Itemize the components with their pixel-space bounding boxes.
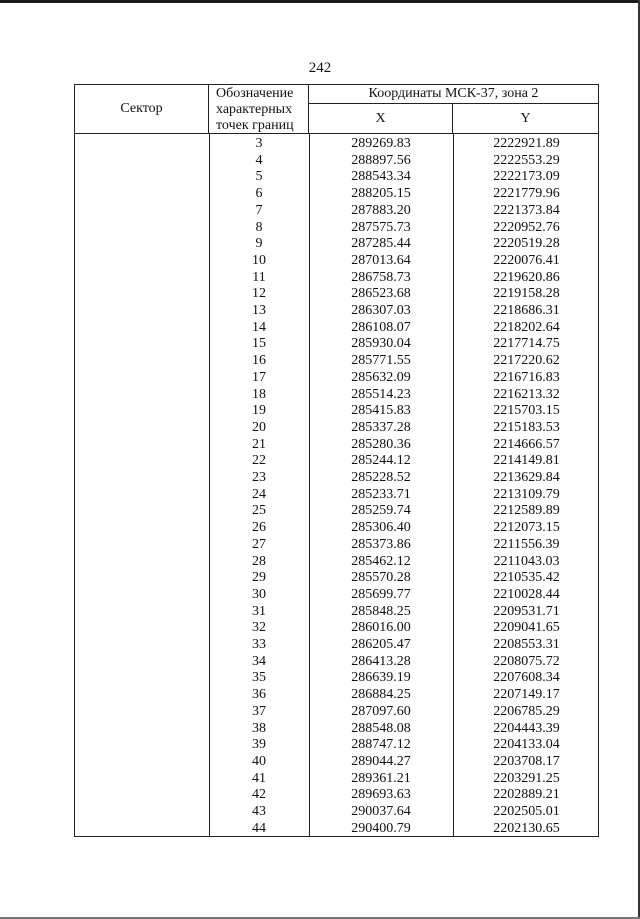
coord-y: 2219158.28 xyxy=(493,286,560,302)
point-number: 36 xyxy=(252,687,266,703)
point-number: 39 xyxy=(252,737,266,753)
table-row xyxy=(75,687,600,704)
point-number: 31 xyxy=(252,603,266,619)
coord-x: 285228.52 xyxy=(351,470,411,485)
table-row xyxy=(75,286,600,303)
coord-x: 288548.08 xyxy=(351,720,411,736)
point-number: 4 xyxy=(255,152,263,168)
coord-y: 2222553.29 xyxy=(493,152,560,168)
table-header xyxy=(74,84,599,134)
coord-x: 286205.47 xyxy=(351,637,411,652)
coord-y: 2203708.17 xyxy=(493,753,560,769)
table-row xyxy=(75,153,600,170)
coord-y: 2211043.03 xyxy=(493,553,560,569)
coord-x: 288543.34 xyxy=(351,169,411,185)
point-number: 18 xyxy=(252,386,266,402)
point-number: 40 xyxy=(252,753,266,769)
coord-x: 286413.28 xyxy=(351,653,411,669)
coord-x: 286758.73 xyxy=(351,269,411,285)
point-number: 33 xyxy=(252,637,266,652)
coord-x: 287883.20 xyxy=(351,202,411,218)
table-row xyxy=(75,737,600,754)
point-number: 42 xyxy=(252,787,266,803)
table-row xyxy=(75,654,600,671)
coord-y: 2220519.28 xyxy=(493,236,560,252)
table-row xyxy=(75,721,600,738)
point-number: 8 xyxy=(255,219,263,235)
coord-x: 287285.44 xyxy=(351,236,411,252)
page-number: 242 xyxy=(308,60,332,76)
point-number: 37 xyxy=(252,703,266,719)
coord-y: 2220952.76 xyxy=(493,219,560,235)
header-points-line2: характерных xyxy=(216,102,293,117)
point-number: 27 xyxy=(252,536,266,552)
coord-x: 289693.63 xyxy=(351,787,411,803)
coord-x: 285259.74 xyxy=(351,503,411,519)
table-body xyxy=(74,133,599,837)
table-row xyxy=(75,537,600,554)
coord-y: 2213109.79 xyxy=(493,486,560,502)
table-row xyxy=(75,136,600,153)
coord-x: 286523.68 xyxy=(351,286,411,302)
table-row xyxy=(75,437,600,454)
coord-y: 2204443.39 xyxy=(493,720,560,736)
table-row xyxy=(75,487,600,504)
point-number: 17 xyxy=(252,369,266,385)
point-number: 9 xyxy=(255,236,263,252)
point-number: 12 xyxy=(252,286,266,302)
table-row xyxy=(75,370,600,387)
coord-y: 2222173.09 xyxy=(493,169,560,185)
point-number: 28 xyxy=(252,553,266,569)
point-number: 10 xyxy=(252,252,266,268)
table-row xyxy=(75,704,600,721)
coord-x: 289044.27 xyxy=(351,753,411,769)
table-row xyxy=(75,169,600,186)
coord-x: 288897.56 xyxy=(351,152,411,168)
coord-y: 2221373.84 xyxy=(493,202,560,218)
table-row xyxy=(75,186,600,203)
header-sector xyxy=(74,84,209,134)
header-y: Y xyxy=(452,103,599,134)
scan-edge-top xyxy=(0,0,640,3)
coord-x: 285462.12 xyxy=(351,553,411,569)
coord-x: 285514.23 xyxy=(351,386,411,402)
header-coordinates: Координаты МСК-37, зона 2 xyxy=(308,84,599,104)
table-row xyxy=(75,787,600,804)
coord-y: 2213629.84 xyxy=(493,470,560,485)
coord-x: 285570.28 xyxy=(351,570,411,586)
point-number: 14 xyxy=(252,319,266,335)
point-number: 44 xyxy=(252,820,266,836)
coord-y: 2216213.32 xyxy=(493,386,560,402)
coord-y: 2203291.25 xyxy=(493,770,560,786)
coord-x: 286108.07 xyxy=(351,319,411,335)
coord-x: 287575.73 xyxy=(351,219,411,235)
coord-x: 287097.60 xyxy=(351,703,411,719)
table-row xyxy=(75,420,600,437)
coord-y: 2208075.72 xyxy=(493,653,560,669)
coord-y: 2216716.83 xyxy=(493,369,560,385)
coord-y: 2218686.31 xyxy=(493,303,560,318)
point-number: 7 xyxy=(255,202,263,218)
point-number: 15 xyxy=(252,336,266,352)
table-row xyxy=(75,320,600,337)
point-number: 5 xyxy=(255,169,263,185)
coord-y: 2208553.31 xyxy=(493,637,560,652)
coord-x: 287013.64 xyxy=(351,252,411,268)
table-row xyxy=(75,771,600,788)
coord-x: 285771.55 xyxy=(351,353,411,369)
table-row xyxy=(75,821,600,838)
coord-x: 286307.03 xyxy=(351,303,411,318)
coord-y: 2206785.29 xyxy=(493,703,560,719)
table-row xyxy=(75,236,600,253)
coord-y: 2210535.42 xyxy=(493,570,560,586)
point-number: 25 xyxy=(252,503,266,519)
coord-y: 2215703.15 xyxy=(493,403,560,419)
table-row xyxy=(75,670,600,687)
point-number: 3 xyxy=(255,136,263,151)
table-row xyxy=(75,387,600,404)
coord-x: 285930.04 xyxy=(351,336,411,352)
point-number: 13 xyxy=(252,303,266,318)
table-row xyxy=(75,453,600,470)
coord-x: 288205.15 xyxy=(351,186,411,202)
coord-x: 288747.12 xyxy=(351,737,411,753)
coord-x: 286884.25 xyxy=(351,687,411,703)
table-row xyxy=(75,203,600,220)
point-number: 21 xyxy=(252,436,266,452)
coord-y: 2218202.64 xyxy=(493,319,560,335)
coord-y: 2207608.34 xyxy=(493,670,560,686)
coord-y: 2217220.62 xyxy=(493,353,560,369)
coord-x: 290400.79 xyxy=(351,820,411,836)
coord-x: 285373.86 xyxy=(351,536,411,552)
point-number: 38 xyxy=(252,720,266,736)
table-row xyxy=(75,620,600,637)
coord-y: 2217714.75 xyxy=(493,336,560,352)
header-points-line3: точек границ xyxy=(216,118,294,133)
coord-y: 2214149.81 xyxy=(493,453,560,469)
coord-y: 2214666.57 xyxy=(493,436,560,452)
point-number: 26 xyxy=(252,520,266,536)
table-row xyxy=(75,220,600,237)
coord-y: 2219620.86 xyxy=(493,269,560,285)
coord-y: 2212073.15 xyxy=(493,520,560,536)
header-x: X xyxy=(308,103,453,134)
point-number: 43 xyxy=(252,804,266,819)
coord-x: 290037.64 xyxy=(351,804,411,819)
point-number: 32 xyxy=(252,620,266,636)
point-number: 20 xyxy=(252,419,266,435)
point-number: 35 xyxy=(252,670,266,686)
table-row xyxy=(75,353,600,370)
table-row xyxy=(75,570,600,587)
point-number: 11 xyxy=(252,269,266,285)
coord-x: 285415.83 xyxy=(351,403,411,419)
header-points xyxy=(208,84,309,134)
point-number: 41 xyxy=(252,770,266,786)
coord-x: 286639.19 xyxy=(351,670,411,686)
coord-y: 2202130.65 xyxy=(493,820,560,836)
point-number: 16 xyxy=(252,353,266,369)
coord-y: 2202505.01 xyxy=(493,804,560,819)
coord-x: 286016.00 xyxy=(351,620,411,636)
point-number: 19 xyxy=(252,403,266,419)
coord-x: 285337.28 xyxy=(351,419,411,435)
coord-y: 2222921.89 xyxy=(493,136,560,151)
table-row xyxy=(75,270,600,287)
table-row xyxy=(75,554,600,571)
coord-x: 289361.21 xyxy=(351,770,411,786)
table-row xyxy=(75,336,600,353)
coord-y: 2212589.89 xyxy=(493,503,560,519)
point-number: 6 xyxy=(255,186,263,202)
table-row xyxy=(75,637,600,654)
coord-x: 285244.12 xyxy=(351,453,411,469)
coord-y: 2220076.41 xyxy=(493,252,560,268)
coord-y: 2204133.04 xyxy=(493,737,560,753)
coord-x: 285306.40 xyxy=(351,520,411,536)
coord-x: 285699.77 xyxy=(351,586,411,602)
header-points-line1: Обозначение xyxy=(216,86,294,101)
coord-y: 2210028.44 xyxy=(493,586,560,602)
coord-y: 2209531.71 xyxy=(493,603,560,619)
table-row xyxy=(75,470,600,487)
point-number: 30 xyxy=(252,586,266,602)
coord-y: 2202889.21 xyxy=(493,787,560,803)
table-row xyxy=(75,253,600,270)
table-row xyxy=(75,604,600,621)
coord-y: 2215183.53 xyxy=(493,419,560,435)
coord-x: 289269.83 xyxy=(351,136,411,151)
point-number: 34 xyxy=(252,653,266,669)
point-number: 22 xyxy=(252,453,266,469)
table-row xyxy=(75,754,600,771)
coord-y: 2221779.96 xyxy=(493,186,560,202)
table-row xyxy=(75,587,600,604)
coord-y: 2207149.17 xyxy=(493,687,560,703)
coord-x: 285848.25 xyxy=(351,603,411,619)
point-number: 29 xyxy=(252,570,266,586)
table-row xyxy=(75,503,600,520)
table-row xyxy=(75,403,600,420)
table-row xyxy=(75,303,600,320)
header-sector-label: Сектор xyxy=(120,101,163,116)
table-row xyxy=(75,520,600,537)
coord-y: 2209041.65 xyxy=(493,620,560,636)
coord-x: 285280.36 xyxy=(351,436,411,452)
point-number: 23 xyxy=(252,470,266,485)
coord-x: 285233.71 xyxy=(351,486,411,502)
coord-y: 2211556.39 xyxy=(493,536,560,552)
point-number: 24 xyxy=(252,486,266,502)
coord-x: 285632.09 xyxy=(351,369,411,385)
table-row xyxy=(75,804,600,821)
